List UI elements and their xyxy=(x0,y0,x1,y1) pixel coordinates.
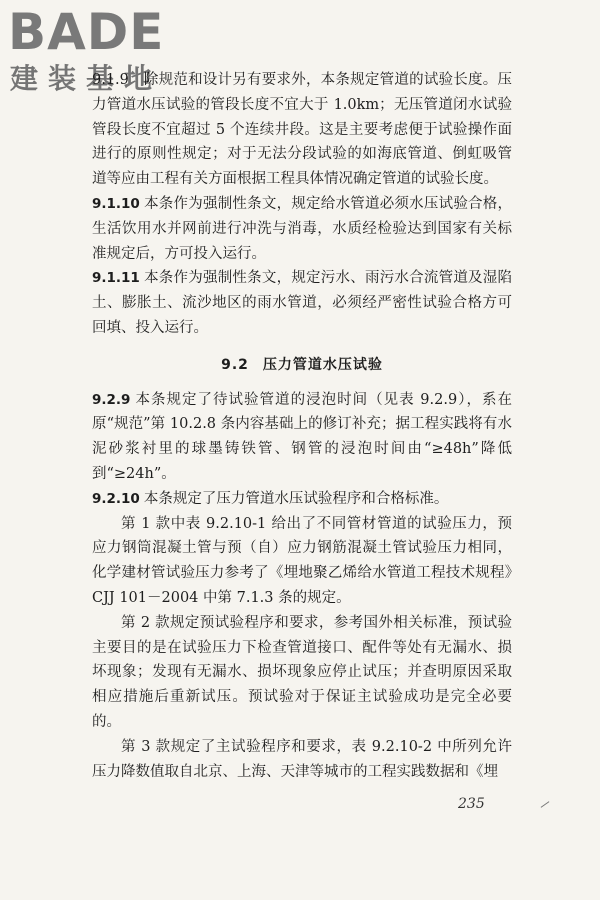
paragraph-item-2: 第 2 款规定预试验程序和要求，参考国外相关标准，预试验主要目的是在试验压力下检查管道接口、配件等处有无漏水、损坏现象；发现有无漏水、损坏现象应停止试压；并查明原因采取相应措施后重新试压。预试验对于保证主试验成功是完全必要的。 xyxy=(92,614,512,730)
paragraph-item-3: 第 3 款规定了主试验程序和要求，表 9.2.10-2 中所列允许压力降数值取自北京、上海、天津等城市的工程实践数据和《埋 xyxy=(92,738,512,780)
clause-number: 9.2.10 xyxy=(92,490,140,507)
logo-chinese-text: 建装基地 xyxy=(10,62,163,95)
paragraph-item-1: 第 1 款中表 9.2.10-1 给出了不同管材管道的试验压力，预应力钢筒混凝土管与预（自）应力钢筋混凝土管试验压力相同，化学建材管试验压力参考了《埋地聚乙烯给水管道工程技术规程》CJJ 101－2004 中第 7.1.3 条的规定。 xyxy=(92,515,512,606)
scan-mark xyxy=(541,801,550,808)
page-body xyxy=(92,68,512,784)
paragraph-9-1-9: 9.1.9 除规范和设计另有要求外，本条规定管道的试验长度。压力管道水压试验的管段长度不宜大于 1.0km；无压管道闭水试验管段长度不宜超过 5 个连续井段。这是主要考虑便于试验操作面进行的原则性规定；对于无法分段试验的如海底管道、倒虹吸管道等应由工程有关方面根据工程具体情况确定管道的试验长度。 xyxy=(92,72,512,188)
clause-text: 本条规定了待试验管道的浸泡时间（见表 9.2.9），系在原“规范”第 10.2.8 条内容基础上的修订补充；据工程实践将有水泥砂浆衬里的球墨铸铁管、钢管的浸泡时间由“≥48h”降低到“≥24h”。 xyxy=(92,391,512,482)
clause-number: 9.1.11 xyxy=(92,270,140,287)
section-heading xyxy=(92,353,512,378)
clause-number: 9.1.10 xyxy=(92,195,140,212)
clause-text: 本条规定了压力管道水压试验程序和合格标准。 xyxy=(143,490,449,507)
clause-number: 9.2.9 xyxy=(92,391,131,408)
paragraph-9-1-10 xyxy=(92,192,512,266)
clause-text: 本条作为强制性条文，规定污水、雨污水合流管道及湿陷土、膨胀土、流沙地区的雨水管道，必须经严密性试验合格方可回填、投入运行。 xyxy=(92,270,512,336)
paragraph-9-2-10 xyxy=(92,487,512,512)
clause-text: 本条作为强制性条文，规定给水管道必须水压试验合格，生活饮用水并网前进行冲洗与消毒，水质经检验达到国家有关标准规定后，方可投入运行。 xyxy=(92,195,512,262)
paragraph-9-2-9 xyxy=(92,388,512,487)
logo-latin-text: BADE xyxy=(8,3,165,61)
section-number: 9.2 xyxy=(221,356,249,373)
page-number: 235 xyxy=(458,796,485,812)
section-title-text: 压力管道水压试验 xyxy=(262,356,383,373)
paragraph-9-1-11 xyxy=(92,266,512,340)
